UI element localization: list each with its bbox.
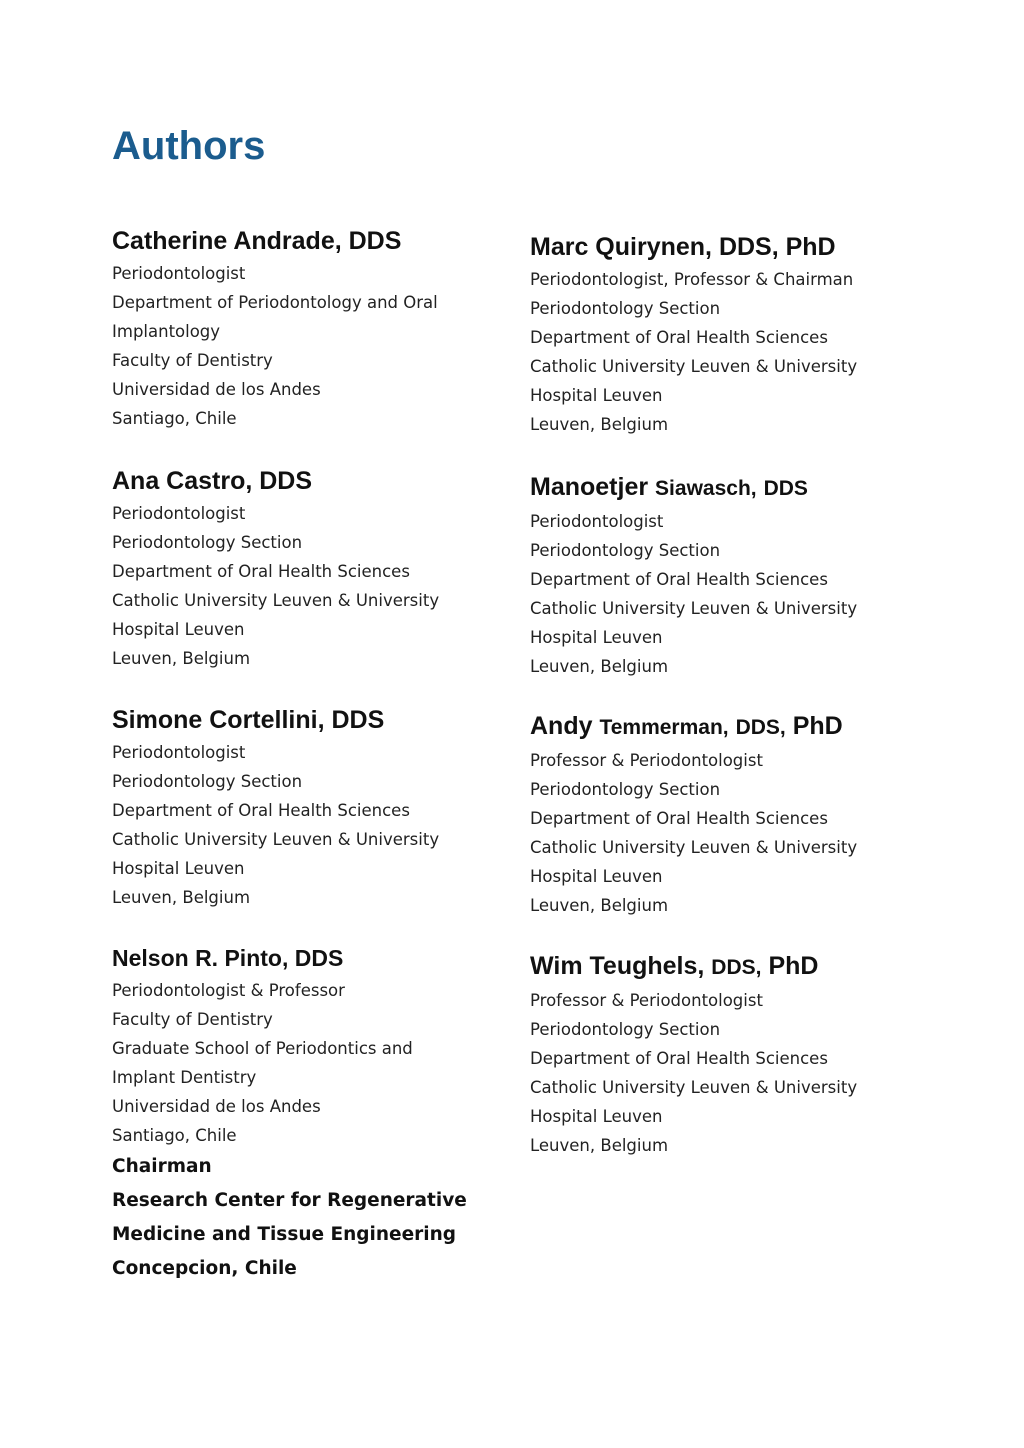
affiliation-line: Department of Oral Health Sciences	[530, 1049, 828, 1068]
affiliation-line: Implantology	[112, 322, 221, 341]
affiliation-line: Leuven, Belgium	[112, 649, 251, 668]
author-name	[530, 950, 950, 984]
affiliation-line: Periodontologist, Professor & Chairman	[530, 270, 854, 289]
affiliation-line: Hospital Leuven	[530, 867, 663, 886]
affiliation-line: Catholic University Leuven & University	[530, 357, 858, 376]
author-name: Simone Cortellini, DDS	[112, 706, 385, 734]
author-degree: PhD	[768, 952, 819, 980]
author-name: Nelson R. Pinto, DDS	[112, 945, 344, 971]
affiliation-line: Periodontologist & Professor	[112, 981, 345, 1000]
author-first-name: Andy	[530, 712, 593, 740]
affiliation-line: Universidad de los Andes	[112, 380, 321, 399]
affiliation-line: Hospital Leuven	[112, 620, 245, 639]
author-degree: DDS	[763, 477, 808, 500]
author-name	[530, 471, 950, 505]
author-entry-teughels	[530, 950, 950, 1160]
affiliation-line: Hospital Leuven	[530, 386, 663, 405]
affiliation-line: Department of Oral Health Sciences	[530, 809, 828, 828]
author-entry-siawasch	[530, 471, 950, 681]
affiliation-line: Periodontologist	[530, 512, 664, 531]
affiliation-line: Periodontology Section	[530, 299, 721, 318]
affiliation-line: Santiago, Chile	[112, 1126, 237, 1145]
affiliation-line: Santiago, Chile	[112, 409, 237, 428]
author-name: Ana Castro, DDS	[112, 467, 313, 495]
affiliation-line: Periodontologist	[112, 504, 246, 523]
affiliation-line: Department of Periodontology and Oral	[112, 293, 438, 312]
affiliation-line: Periodontology Section	[530, 1020, 721, 1039]
author-last-name: Siawasch,	[655, 477, 757, 500]
author-first-name: Manoetjer	[530, 473, 649, 501]
author-full-name: Wim Teughels,	[530, 952, 705, 980]
affiliation-line: Faculty of Dentistry	[112, 351, 273, 370]
affiliation-line: Periodontology Section	[112, 772, 303, 791]
affiliation-line: Hospital Leuven	[530, 628, 663, 647]
author-entry-temmerman	[530, 710, 950, 920]
author-name: Marc Quirynen, DDS, PhD	[530, 233, 836, 261]
author-entry-pinto	[112, 942, 532, 1286]
secondary-affiliation-line: Medicine and Tissue Engineering	[112, 1224, 457, 1245]
affiliation-line: Universidad de los Andes	[112, 1097, 321, 1116]
affiliation-line: Leuven, Belgium	[530, 657, 669, 676]
affiliation-line: Periodontologist	[112, 743, 246, 762]
author-name: Catherine Andrade, DDS	[112, 227, 402, 255]
affiliation-line: Periodontology Section	[112, 533, 303, 552]
author-entry-castro	[112, 465, 532, 673]
secondary-affiliation-line: Research Center for Regenerative	[112, 1190, 467, 1211]
author-entry-andrade	[112, 225, 532, 433]
affiliation-line: Periodontology Section	[530, 780, 721, 799]
affiliation-line: Graduate School of Periodontics and	[112, 1039, 413, 1058]
affiliation-line: Professor & Periodontologist	[530, 751, 763, 770]
affiliation-line: Leuven, Belgium	[112, 888, 251, 907]
affiliation-line: Department of Oral Health Sciences	[112, 562, 410, 581]
affiliation-line: Faculty of Dentistry	[112, 1010, 273, 1029]
secondary-affiliation-line: Concepcion, Chile	[112, 1258, 297, 1279]
affiliation-line: Department of Oral Health Sciences	[112, 801, 410, 820]
affiliation-line: Hospital Leuven	[530, 1107, 663, 1126]
affiliation-line: Leuven, Belgium	[530, 415, 669, 434]
affiliation-line: Leuven, Belgium	[530, 896, 669, 915]
author-entry-quirynen	[530, 231, 950, 439]
author-degree: DDS,	[735, 716, 786, 739]
author-last-name: Temmerman,	[599, 716, 729, 739]
author-entry-cortellini	[112, 704, 532, 912]
affiliation-line: Catholic University Leuven & University	[112, 830, 440, 849]
affiliation-line: Professor & Periodontologist	[530, 991, 763, 1010]
author-degree: DDS,	[711, 956, 762, 979]
affiliation-line: Hospital Leuven	[112, 859, 245, 878]
affiliation-line: Periodontology Section	[530, 541, 721, 560]
author-name	[530, 710, 950, 744]
secondary-affiliation-line: Chairman	[112, 1156, 212, 1177]
author-degree: PhD	[792, 712, 843, 740]
affiliation-line: Department of Oral Health Sciences	[530, 570, 828, 589]
affiliation-line: Department of Oral Health Sciences	[530, 328, 828, 347]
page-title: Authors	[112, 124, 266, 168]
affiliation-line: Implant Dentistry	[112, 1068, 257, 1087]
affiliation-line: Catholic University Leuven & University	[530, 838, 858, 857]
affiliation-line: Periodontologist	[112, 264, 246, 283]
affiliation-line: Leuven, Belgium	[530, 1136, 669, 1155]
affiliation-line: Catholic University Leuven & University	[530, 1078, 858, 1097]
affiliation-line: Catholic University Leuven & University	[112, 591, 440, 610]
affiliation-line: Catholic University Leuven & University	[530, 599, 858, 618]
